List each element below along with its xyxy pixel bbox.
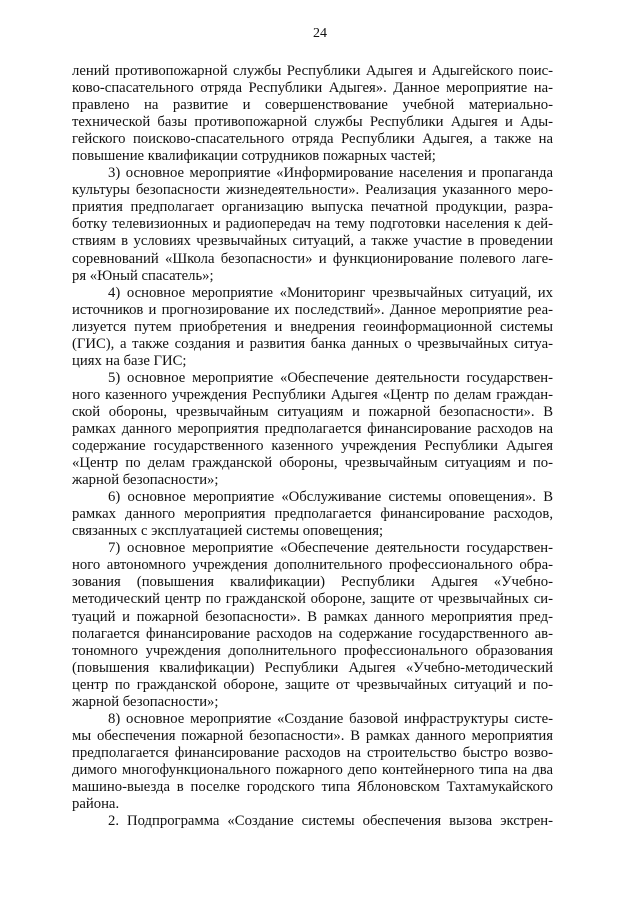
text-line: района. [72,796,120,813]
text-line: «Центр по делам гражданской обороны, чрезвычайным ситуациям и по- [72,455,553,472]
text-line: жарной безопасности»; [72,693,219,710]
text-line: предполагается финансирование расходов на строительство быстро возво- [72,744,553,761]
text-line: правлено на развитие и совершенствование учебной материально- [72,97,553,114]
text-line: тономного учреждения дополнительного профессионального образования [72,642,553,659]
text-line: рамках данного мероприятия предполагается финансирование расходов на [72,420,553,437]
text-line: связанных с эксплуатацией системы оповещения; [72,523,384,540]
text-line: (повышения квалификации) Республики Адыгея «Учебно-методический [72,659,553,676]
page-number: 24 [313,26,327,41]
text-line: соревнований «Школа безопасности» и функционирование полевого лаге- [72,250,553,267]
body-text [72,63,553,830]
text-line: технической базы противопожарной службы Республики Адыгея и Ады- [72,114,553,131]
text-line: ботку телевизионных и радиопередач на тему подготовки населения к дей- [72,216,553,233]
text-line: мы обеспечения пожарной безопасности». В рамках данного мероприятия [72,727,553,744]
paragraph-first-line: 7) основное мероприятие «Обеспечение деятельности государствен- [108,540,553,557]
text-line: циях на базе ГИС; [72,352,187,369]
text-line: методический центр по гражданской обороне, защите от чрезвычайных си- [72,591,553,608]
text-line: лений противопожарной службы Республики Адыгея и Адыгейского поис- [72,63,553,79]
text-line: лизуется путем приобретения и внедрения геоинформационной системы [72,318,553,335]
paragraph-first-line: 5) основное мероприятие «Обеспечение деятельности государствен- [108,369,553,386]
text-line: приятия предполагает организацию выпуска печатной продукции, разра- [72,199,553,216]
paragraph-first-line: 2. Подпрограмма «Создание системы обеспечения вызова экстрен- [108,813,553,830]
text-line: ного казенного учреждения Республики Адыгея «Центр по делам граждан- [72,386,553,403]
text-line: источников и прогнозирование их последствий». Данное мероприятие реа- [72,301,553,318]
paragraph-first-line: 4) основное мероприятие «Мониторинг чрезвычайных ситуаций, их [108,284,553,301]
text-line: зования (повышения квалификации) Республики Адыгея «Учебно- [72,574,553,591]
text-line: центр по гражданской обороне, защите от чрезвычайных ситуаций и по- [72,676,553,693]
text-line: гейского поисково-спасательного отряда Республики Адыгея, а также на [72,131,553,148]
text-line: содержание государственного казенного учреждения Республики Адыгея [72,438,553,455]
paragraph-first-line: 3) основное мероприятие «Информирование населения и пропаганда [108,165,553,182]
text-line: (ГИС), а также создания и развития банка данных о чрезвычайных ситуа- [72,335,553,352]
text-line: димого многофункционального пожарного депо контейнерного типа на два [72,761,553,778]
paragraph-first-line: 6) основное мероприятие «Обслуживание системы оповещения». В [108,489,553,506]
text-line: повышение квалификации сотрудников пожарных частей; [72,148,436,165]
text-line: полагается финансирование расходов на содержание государственного ав- [72,625,553,642]
text-line: рамках данного мероприятия предполагается финансирование расходов, [72,506,553,523]
text-line: жарной безопасности»; [72,472,219,489]
text-line: культуры безопасности жизнедеятельности». Реализация указанного меро- [72,182,553,199]
text-line: ково-спасательного отряда Республики Адыгея». Данное мероприятие на- [72,80,553,97]
text-line: ря «Юный спасатель»; [72,267,214,284]
text-line: ного автономного учреждения дополнительного профессионального обра- [72,557,553,574]
text-line: ской обороны, чрезвычайным ситуациям и пожарной безопасности». В [72,403,553,420]
text-line: туаций и пожарной безопасности». В рамках данного мероприятия пред- [72,608,553,625]
text-line: машино-выезда в поселке городского типа Яблоновском Тахтамукайского [72,778,553,795]
text-line: ствиям в условиях чрезвычайных ситуаций, а также участие в проведении [72,233,553,250]
paragraph-first-line: 8) основное мероприятие «Создание базовой инфраструктуры систе- [108,710,553,727]
